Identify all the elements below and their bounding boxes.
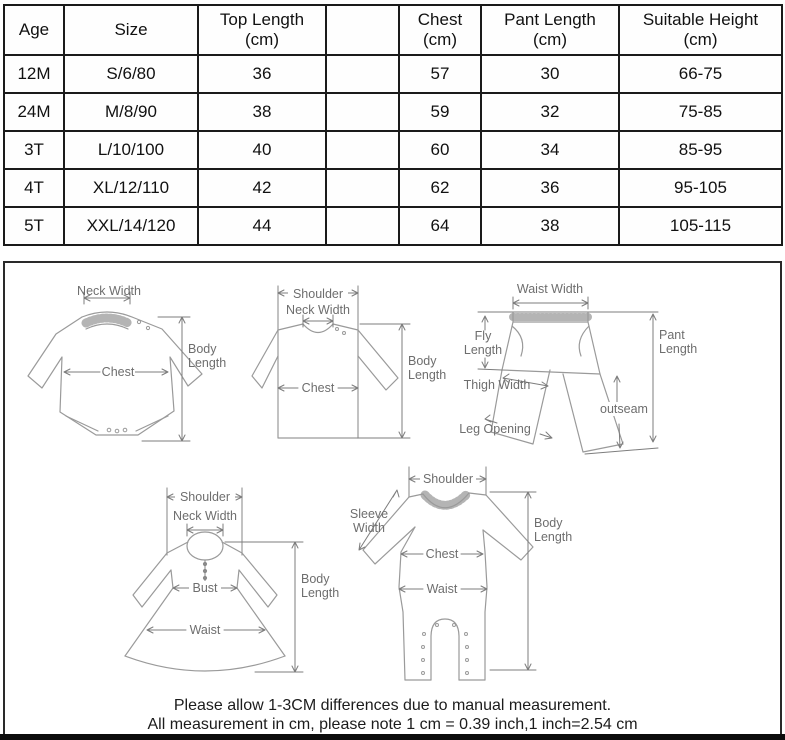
table-cell: 59 <box>399 93 481 131</box>
romper-measurement-diagram <box>338 452 608 692</box>
shirt-chest-label: Chest <box>301 381 335 395</box>
table-cell: 57 <box>399 55 481 93</box>
header-unit: (cm) <box>683 30 718 49</box>
table-cell: 32 <box>481 93 619 131</box>
table-cell: 75-85 <box>619 93 782 131</box>
header-unit: (cm) <box>245 30 279 49</box>
table-header-row <box>4 5 782 55</box>
table-row <box>4 169 782 207</box>
header-label: Top Length <box>219 10 305 30</box>
header-unit: (cm) <box>423 30 457 49</box>
table-cell: 85-95 <box>619 131 782 169</box>
column-header-size <box>64 5 198 55</box>
bodysuit-chest-label: Chest <box>101 365 135 379</box>
header-label: Suitable Height <box>642 10 759 30</box>
romper-waist-label: Waist <box>424 582 460 596</box>
header-label: Chest <box>417 10 463 30</box>
dress-bust-label: Bust <box>189 581 221 595</box>
dress-measurement-diagram <box>92 460 352 688</box>
dress-waist-label: Waist <box>187 623 223 637</box>
table-cell: 62 <box>399 169 481 207</box>
romper-shoulder-label: Shoulder <box>420 472 476 486</box>
table-cell: 30 <box>481 55 619 93</box>
shirt-shoulder-label: Shoulder <box>288 287 348 301</box>
shirt-measurement-diagram <box>248 276 463 461</box>
dress-neck-width-label: Neck Width <box>173 509 237 523</box>
header-unit: (cm) <box>533 30 567 49</box>
measurement-note-line2: All measurement in cm, please note 1 cm = 0.39 inch,1 inch=2.54 cm <box>147 716 638 733</box>
table-cell: 34 <box>481 131 619 169</box>
table-cell: 64 <box>399 207 481 245</box>
romper-sleeve-width-label: Sleeve Width <box>349 507 389 535</box>
table-cell <box>326 55 399 93</box>
shirt-body-length-label: Body Length <box>408 354 447 382</box>
table-row <box>4 131 782 169</box>
table-row <box>4 55 782 93</box>
header-label: Pant Length <box>504 10 596 30</box>
table-row <box>4 93 782 131</box>
table-cell: 60 <box>399 131 481 169</box>
header-label: Size <box>114 20 148 40</box>
column-header-chest <box>399 5 481 55</box>
table-row <box>4 207 782 245</box>
pants-waist-width-label: Waist Width <box>516 282 584 296</box>
table-cell <box>326 131 399 169</box>
size-table <box>3 4 783 246</box>
bodysuit-body-length-label: Body Length <box>188 342 227 370</box>
column-header-suitable-height <box>619 5 782 55</box>
romper-chest-label: Chest <box>425 547 459 561</box>
table-cell: 3T <box>4 131 64 169</box>
romper-line-art-icon <box>338 452 608 692</box>
column-header-age <box>4 5 64 55</box>
table-cell: M/8/90 <box>64 93 198 131</box>
bottom-border-bar <box>0 734 785 740</box>
table-cell: 36 <box>198 55 326 93</box>
pants-fly-length-label: Fly Length <box>463 329 503 357</box>
column-header-pant-length <box>481 5 619 55</box>
table-cell <box>326 169 399 207</box>
pants-pant-length-label: Pant Length <box>659 328 698 356</box>
table-cell: 40 <box>198 131 326 169</box>
column-header-blank <box>326 5 399 55</box>
table-cell: 12M <box>4 55 64 93</box>
table-cell: XXL/14/120 <box>64 207 198 245</box>
table-cell: L/10/100 <box>64 131 198 169</box>
table-cell: S/6/80 <box>64 55 198 93</box>
table-cell <box>326 93 399 131</box>
table-cell: 66-75 <box>619 55 782 93</box>
table-cell: 36 <box>481 169 619 207</box>
table-cell: XL/12/110 <box>64 169 198 207</box>
table-cell <box>326 207 399 245</box>
table-cell: 24M <box>4 93 64 131</box>
pants-outseam-label: outseam <box>596 402 652 416</box>
table-cell: 105-115 <box>619 207 782 245</box>
table-cell: 4T <box>4 169 64 207</box>
table-cell: 44 <box>198 207 326 245</box>
table-cell: 5T <box>4 207 64 245</box>
bodysuit-measurement-diagram <box>12 284 232 454</box>
bodysuit-neck-width-label: Neck Width <box>77 284 141 298</box>
table-cell: 38 <box>198 93 326 131</box>
header-label: Age <box>18 20 50 40</box>
table-cell: 95-105 <box>619 169 782 207</box>
shirt-neck-width-label: Neck Width <box>286 303 350 317</box>
measurement-note-line1: Please allow 1-3CM differences due to manual measurement. <box>173 697 612 714</box>
dress-shoulder-label: Shoulder <box>175 490 235 504</box>
column-header-top-length <box>198 5 326 55</box>
romper-garment-outline <box>363 467 533 680</box>
dress-body-length-label: Body Length <box>301 572 340 600</box>
table-cell: 38 <box>481 207 619 245</box>
pants-thigh-width-label: Thigh Width <box>463 378 531 392</box>
pants-leg-opening-label: Leg Opening <box>459 422 531 436</box>
romper-body-length-label: Body Length <box>534 516 573 544</box>
table-cell: 42 <box>198 169 326 207</box>
